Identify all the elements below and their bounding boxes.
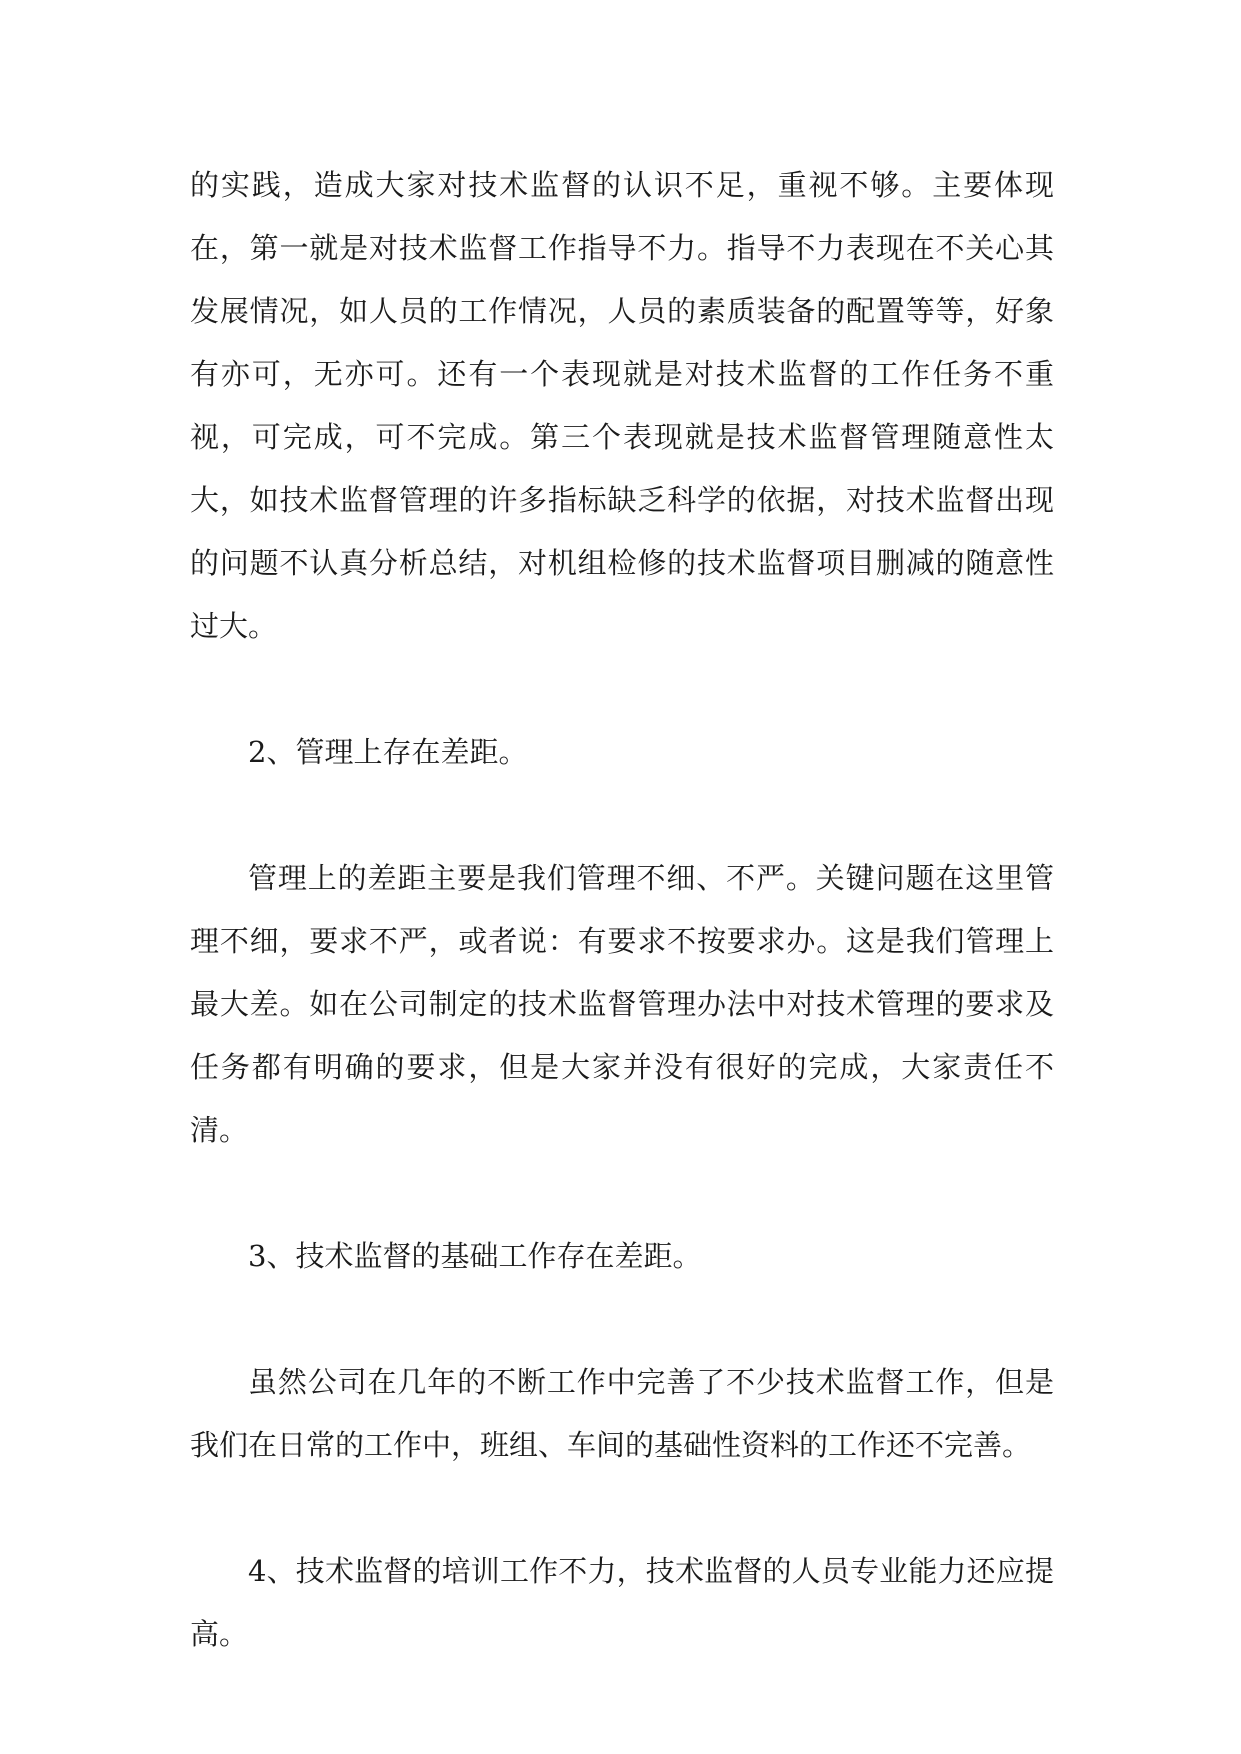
paragraph-continued: 的实践，造成大家对技术监督的认识不足，重视不够。主要体现在，第一就是对技术监督工作指导不力。指导不力表现在不关心其发展情况，如人员的工作情况，人员的素质装备的配置等等，好象有亦可，无亦可。还有一个表现就是对技术监督的工作任务不重视，可完成，可不完成。第三个表现就是技术监督管理随意性太大，如技术监督管理的许多指标缺乏科学的依据，对技术监督出现的问题不认真分析总结，对机组检修的技术监督项目删减的随意性过大。: [190, 168, 1054, 643]
paragraph-basic-work: 虽然公司在几年的不断工作中完善了不少技术监督工作，但是我们在日常的工作中，班组、车间的基础性资料的工作还不完善。: [190, 1365, 1054, 1462]
section-heading-4: 4、技术监督的培训工作不力，技术监督的人员专业能力还应提高。: [190, 1554, 1054, 1651]
section-heading-2: 2、管理上存在差距。: [248, 735, 528, 769]
paragraph-management-gap: 管理上的差距主要是我们管理不细、不严。关键问题在这里管理不细，要求不严，或者说：有要求不按要求办。这是我们管理上最大差。如在公司制定的技术监督管理办法中对技术管理的要求及任务都有明确的要求，但是大家并没有很好的完成，大家责任不清。: [190, 861, 1054, 1147]
document-body: [190, 154, 1054, 1666]
section-heading-3: 3、技术监督的基础工作存在差距。: [248, 1239, 702, 1273]
